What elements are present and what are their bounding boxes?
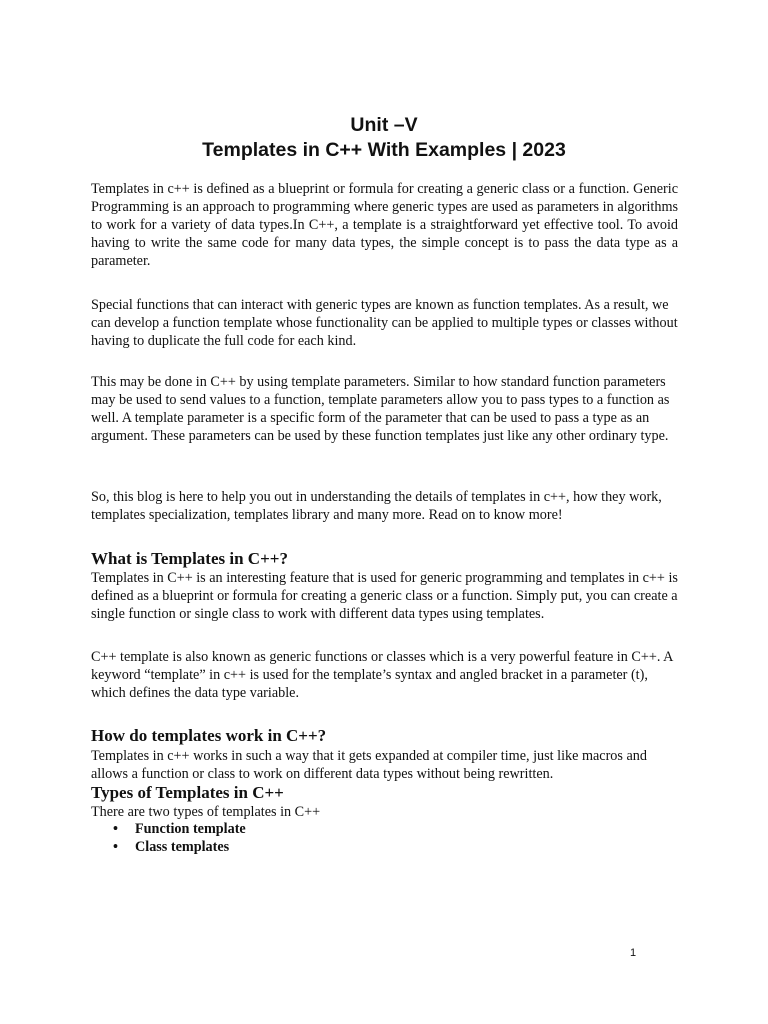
list-item: [113, 820, 246, 838]
list-item-label: Class templates: [135, 839, 230, 855]
intro-paragraph-3: This may be done in C++ by using template parameters. Similar to how standard function parameters may be used to send values to a function, template parameters allow you to pass types to a function as well. A template parameter is a specific form of the parameter that can be used to pass a type as an argument. These parameters can be used by these function templates just like any other ordinary type.: [91, 374, 670, 444]
section-heading-types-of-templates: Types of Templates in C++: [91, 783, 284, 802]
template-types-list: [113, 820, 246, 856]
page-number: 1: [629, 947, 637, 959]
list-item-label: Function template: [135, 821, 246, 837]
section-2-paragraph-1: Templates in c++ works in such a way that it gets expanded at compiler time, just like macros and allows a function or class to work on different data types without being rewritten.: [91, 748, 647, 782]
document-title: Templates in C++ With Examples | 2023: [202, 139, 566, 161]
intro-paragraph-1: Templates in c++ is defined as a blueprint or formula for creating a generic class or a function. Generic Programming is an approach to programming where generic types are used as parameters in algorithms to work for a variety of data types.In C++, a template is a straightforward yet effective tool. To avoid having to write the same code for many data types, the simple concept is to pass the data type as a parameter.: [91, 181, 678, 269]
unit-title: Unit –V: [350, 114, 418, 136]
section-1-paragraph-1: Templates in C++ is an interesting feature that is used for generic programming and templates in c++ is defined as a blueprint or formula for creating a generic class or a function. Simply put, you can create a single function or single class to work with different data types using templates.: [91, 570, 678, 622]
intro-paragraph-4: So, this blog is here to help you out in understanding the details of templates in c++, how they work, templates specialization, templates library and many more. Read on to know more!: [91, 489, 662, 523]
bullet-icon: •: [113, 839, 118, 855]
list-item: [113, 838, 246, 856]
section-heading-what-is-templates: What is Templates in C++?: [91, 549, 288, 568]
bullet-icon: •: [113, 821, 118, 837]
section-1-paragraph-2: C++ template is also known as generic functions or classes which is a very powerful feature in C++. A keyword “template” in c++ is used for the template’s syntax and angled bracket in a parameter (t), which defines the data type variable.: [91, 649, 673, 701]
section-3-paragraph-1: There are two types of templates in C++: [91, 804, 321, 820]
section-heading-how-templates-work: How do templates work in C++?: [91, 726, 327, 745]
intro-paragraph-2: Special functions that can interact with generic types are known as function templates. As a result, we can develop a function template whose functionality can be applied to multiple types or classes without having to duplicate the full code for each kind.: [91, 297, 678, 349]
